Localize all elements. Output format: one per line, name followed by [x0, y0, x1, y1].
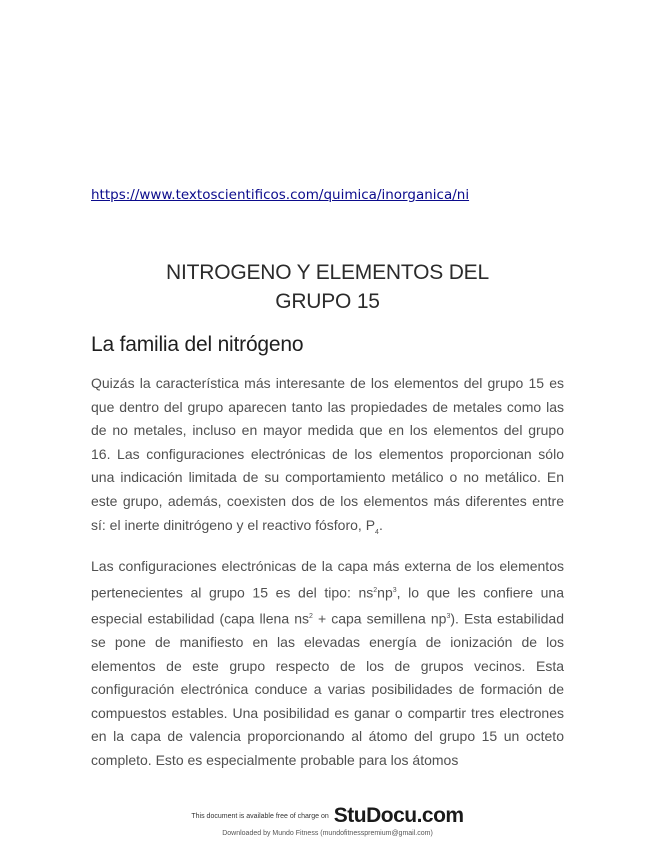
paragraph-2-sup2: 3 — [392, 586, 397, 594]
paragraph-1 — [91, 372, 564, 544]
footer-available-text: This document is available free of charge on — [191, 812, 329, 820]
paragraph-2-sup3: 2 — [308, 612, 313, 620]
paragraph-2-part1: Las configuraciones electrónicas de la capa más externa de los elementos pertenecientes al grupo 15 es del tipo: ns — [91, 558, 564, 601]
studocu-logo[interactable]: StuDocu.com — [333, 804, 464, 827]
paragraph-1-end: . — [378, 516, 383, 533]
title-line-2: GRUPO 15 — [275, 290, 380, 313]
section-heading: La familia del nitrógeno — [91, 333, 304, 356]
paragraph-1-text: Quizás la característica más interesante de los elementos del grupo 15 es que dentro del grupo aparecen tanto las propiedades de metales como las de no metales, incluso en mayor medida que en los elementos del grupo 16. Las configuraciones electrónicas de los elementos proporcionan sólo una indicación limitada de su comportamiento metálico o no metálico. En este grupo, además, coexisten dos de los elementos más diferentes entre sí: el inerte dinitrógeno y el reactivo fósforo, P — [91, 375, 564, 533]
paragraph-1-subscript: 4 — [375, 528, 379, 536]
title-line-1: NITROGENO Y ELEMENTOS DEL — [166, 261, 489, 284]
footer-downloaded: Downloaded by Mundo Fitness (mundofitnesspremium@gmail.com) — [222, 830, 433, 837]
paragraph-2-part5: ). Esta estabilidad se pone de manifiesto en las elevadas energía de ionización de los elementos de este grupo respecto de los de grupos vecinos. Esta configuración electrónica conduce a varias posibilidades de formación de compuestos estables. Una posibilidad es ganar o compartir tres electrones en la capa de valencia proporcionando al átomo del grupo 15 un octeto completo. Esto es especialmente probable para los átomos — [91, 610, 564, 769]
paragraph-2-sup1: 2 — [373, 586, 378, 594]
document-title — [90, 258, 565, 316]
paragraph-2-part4: + capa semillena np — [312, 610, 447, 627]
paragraph-2-sup4: 3 — [446, 612, 451, 620]
footer-availability — [0, 804, 655, 828]
paragraph-2-part3: , lo que les confiere una especial estabilidad (capa llena ns — [91, 584, 564, 627]
source-link[interactable]: https://www.textoscientificos.com/quimica/inorganica/ni — [91, 187, 470, 203]
paragraph-2 — [91, 555, 564, 773]
paragraph-2-part2: np — [377, 584, 393, 601]
